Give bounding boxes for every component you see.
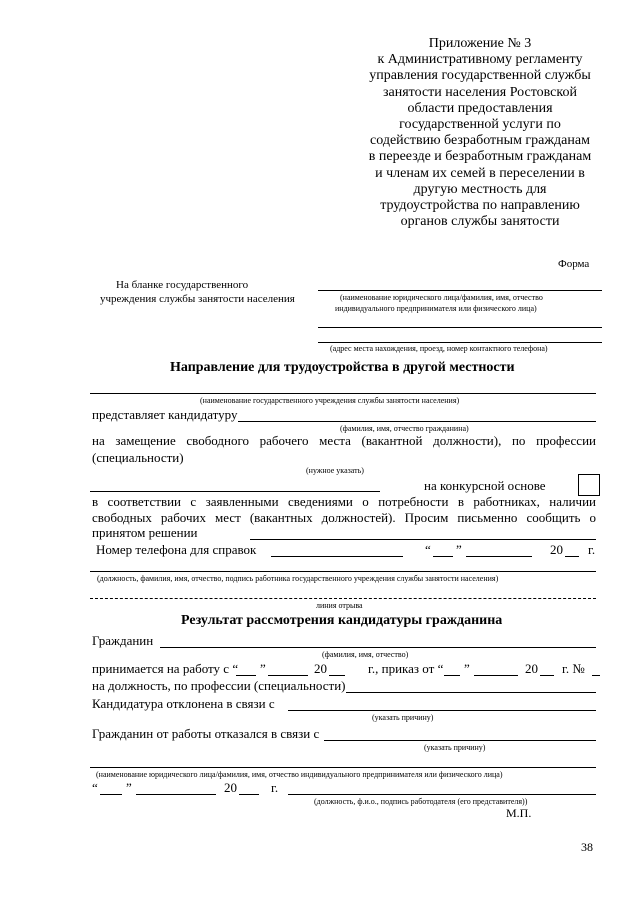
phone-date-close-quote: ” bbox=[456, 542, 462, 557]
appendix-line: к Административному регламенту bbox=[377, 52, 583, 68]
signature-year-suffix: г. bbox=[271, 780, 279, 795]
competitive-label: на конкурсной основе bbox=[424, 478, 546, 493]
appendix-header bbox=[330, 36, 630, 230]
rejected-reason-line bbox=[288, 710, 596, 711]
caption-needed: (нужное указать) bbox=[306, 466, 364, 475]
appendix-line: трудоустройства по направлению bbox=[380, 198, 580, 214]
basis-line-2: свободных рабочих мест (вакантных должностей). Просим письменно сообщить о bbox=[92, 510, 596, 525]
tear-line bbox=[90, 598, 596, 599]
appendix-line: органов службы занятости bbox=[400, 214, 560, 230]
profession-line bbox=[90, 491, 380, 492]
accepted-year-line bbox=[329, 675, 345, 676]
accepted-close-quote: ” bbox=[260, 661, 266, 676]
competitive-checkbox[interactable] bbox=[578, 474, 600, 496]
signature-date-close-quote: ” bbox=[126, 780, 132, 795]
accepted-day-line bbox=[236, 675, 256, 676]
caption-address: (адрес места нахождения, проезд, номер контактного телефона) bbox=[330, 344, 548, 353]
rejected-label: Кандидатура отклонена в связи с bbox=[92, 696, 275, 711]
basis-line-1: в соответствии с заявленными сведениями о потребности в работниках, наличии bbox=[92, 494, 596, 509]
appendix-line: государственной услуги по bbox=[399, 117, 561, 133]
employer-line bbox=[90, 767, 596, 768]
order-number-label: г. № bbox=[562, 661, 585, 676]
order-number-line bbox=[592, 675, 600, 676]
appendix-line: в переезде и безработным гражданам bbox=[368, 149, 592, 165]
caption-citizen-fio: (фамилия, имя, отчество) bbox=[322, 650, 409, 659]
refused-label: Гражданин от работы отказался в связи с bbox=[92, 726, 320, 741]
appendix-line: управления государственной службы bbox=[369, 68, 591, 84]
appendix-line: занятости населения Ростовской bbox=[383, 84, 577, 100]
phone-date-year-suffix: г. bbox=[588, 542, 596, 557]
citizen-label: Гражданин bbox=[92, 633, 154, 648]
order-day-line bbox=[444, 675, 460, 676]
phone-date-open-quote: “ bbox=[425, 542, 431, 557]
accepted-year-prefix: 20 bbox=[314, 661, 327, 676]
decision-line bbox=[250, 539, 596, 540]
phone-date-month-line bbox=[466, 556, 532, 557]
refused-reason-line bbox=[324, 740, 596, 741]
position-label: на должность, по профессии (специальности) bbox=[92, 678, 346, 693]
accepted-from-label: принимается на работу с “ bbox=[92, 661, 239, 676]
employer-name-line bbox=[318, 290, 602, 291]
phone-line bbox=[271, 556, 403, 557]
phone-date-year-prefix: 20 bbox=[550, 542, 563, 557]
address-line-2 bbox=[318, 342, 602, 343]
section-1-title: Направление для трудоустройства в другой местности bbox=[170, 360, 515, 375]
institution-line bbox=[90, 393, 596, 394]
signature-year-line bbox=[239, 794, 259, 795]
appendix-line: области предоставления bbox=[407, 100, 553, 116]
letterhead-line-1: На бланке государственного bbox=[116, 279, 249, 291]
basis-line-3: принятом решении bbox=[92, 525, 198, 540]
appendix-line: Приложение № 3 bbox=[428, 36, 532, 51]
address-line-1 bbox=[318, 327, 602, 328]
caption-signature: (должность, ф.и.о., подпись работодателя (его представителя)) bbox=[314, 797, 528, 806]
employer-signature-line bbox=[288, 794, 596, 795]
position-line bbox=[346, 692, 596, 693]
page-number: 38 bbox=[581, 840, 593, 854]
signature-date-open-quote: “ bbox=[92, 780, 98, 795]
caption-official: (должность, фамилия, имя, отчество, подпись работника государственного учреждения службы занятости населения) bbox=[97, 574, 499, 583]
order-year-line bbox=[540, 675, 554, 676]
vacancy-line-1: на замещение свободного рабочего места (вакантной должности), по профессии bbox=[92, 433, 596, 448]
order-from-label: г., приказ от “ bbox=[368, 661, 444, 676]
signature-day-line bbox=[100, 794, 122, 795]
official-signature-line bbox=[90, 571, 596, 572]
section-2-title: Результат рассмотрения кандидатуры гражданина bbox=[181, 613, 503, 628]
citizen-name-line bbox=[160, 647, 596, 648]
letterhead-line-2: учреждения службы занятости населения bbox=[100, 293, 295, 305]
order-year-prefix: 20 bbox=[525, 661, 538, 676]
stamp-label: М.П. bbox=[506, 806, 532, 820]
accepted-month-line bbox=[268, 675, 308, 676]
appendix-line: и членам их семей в переселении в bbox=[375, 165, 585, 181]
vacancy-line-2: (специальности) bbox=[92, 450, 184, 465]
signature-month-line bbox=[136, 794, 216, 795]
phone-date-year-line bbox=[565, 556, 579, 557]
represents-label: представляет кандидатуру bbox=[92, 407, 238, 422]
caption-reason-1: (указать причину) bbox=[372, 713, 434, 722]
tear-line-label: линия отрыва bbox=[316, 601, 363, 610]
caption-employer-name-1: (наименование юридического лица/фамилия, имя, отчество bbox=[340, 293, 543, 302]
appendix-line: содействию безработным гражданам bbox=[370, 133, 590, 149]
signature-year-prefix: 20 bbox=[224, 780, 237, 795]
phone-date-day-line bbox=[433, 556, 453, 557]
caption-employer: (наименование юридического лица/фамилия, имя, отчество индивидуального предпринимателя или физического лица) bbox=[96, 770, 503, 779]
phone-label: Номер телефона для справок bbox=[96, 542, 257, 557]
caption-institution: (наименование государственного учреждения службы занятости населения) bbox=[200, 396, 460, 405]
order-close-quote: ” bbox=[464, 661, 470, 676]
appendix-line: другую местность для bbox=[413, 181, 547, 197]
form-label: Форма bbox=[558, 258, 590, 270]
order-month-line bbox=[474, 675, 518, 676]
caption-reason-2: (указать причину) bbox=[424, 743, 486, 752]
caption-candidate-fio: (фамилия, имя, отчество гражданина) bbox=[340, 424, 469, 433]
caption-employer-name-2: индивидуального предпринимателя или физического лица) bbox=[335, 304, 537, 313]
candidate-name-line bbox=[238, 421, 596, 422]
